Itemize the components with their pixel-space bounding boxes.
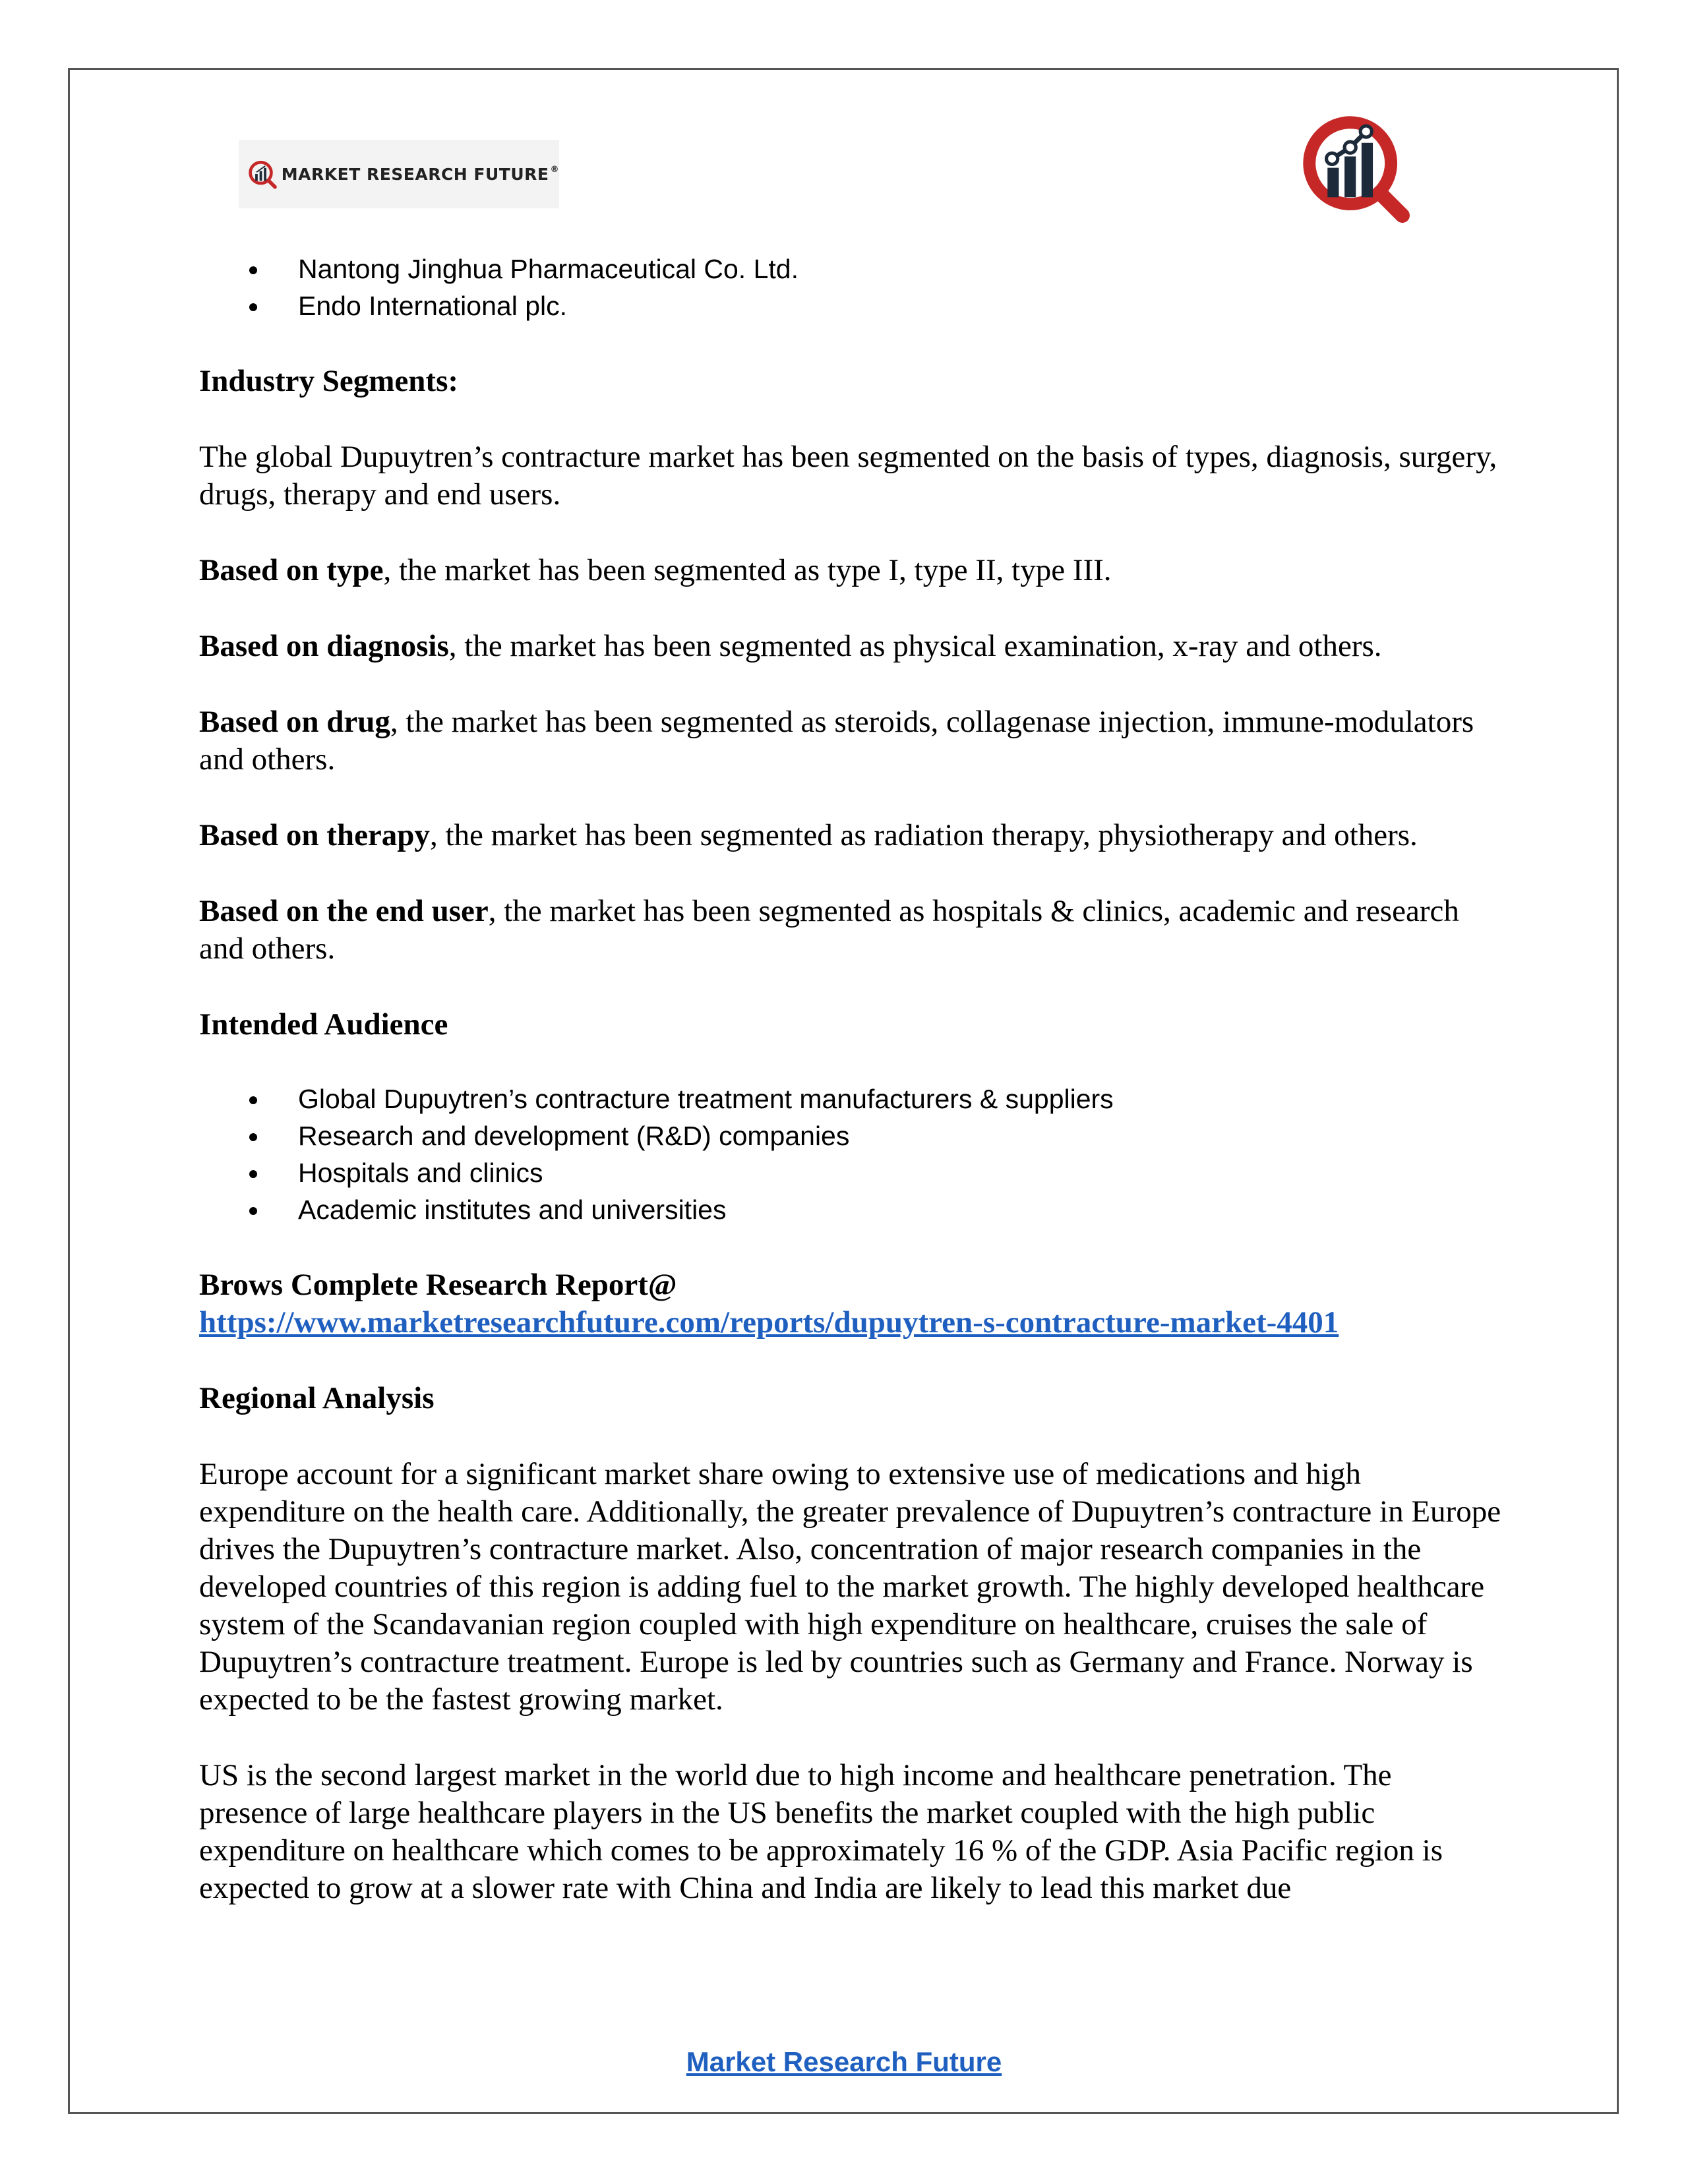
list-item: Academic institutes and universities: [199, 1191, 1505, 1228]
page-footer: [0, 2046, 1688, 2078]
company-logo: [239, 140, 559, 208]
segment-drug: Based on drug, the market has been segmented as steroids, collagenase injection, immune-modulators and others.: [199, 705, 1474, 777]
logo-text: MARKET RESEARCH FUTURE ®: [281, 164, 559, 184]
brand-magnifier-icon: [1300, 113, 1414, 227]
document-body: [199, 251, 1505, 1907]
regional-analysis-heading: Regional Analysis: [199, 1381, 435, 1415]
intended-audience-heading: Intended Audience: [199, 1007, 448, 1042]
footer-link[interactable]: Market Research Future: [686, 2046, 1002, 2077]
segment-type: Based on type, the market has been segmented as type I, type II, type III.: [199, 553, 1112, 587]
regional-paragraph-2: US is the second largest market in the world due to high income and healthcare penetration. The presence of large healthcare players in the US benefits the market coupled with the high public expenditure on healthcare which comes to be approximately 16 % of the GDP. Asia Pacific region is expected to grow at a slower rate with China and India are likely to lead this market due: [199, 1758, 1443, 1905]
chart-magnifier-icon: [247, 148, 278, 200]
audience-list: [199, 1080, 1505, 1228]
list-item: Nantong Jinghua Pharmaceutical Co. Ltd.: [199, 251, 1505, 287]
list-item: Endo International plc.: [199, 287, 1505, 324]
regional-paragraph-1: Europe account for a significant market share owing to extensive use of medications and high expenditure on the health care. Additionally, the greater prevalence of Dupuytren’s contracture in Europe drives the Dupuytren’s contracture market. Also, concentration of major research companies in the developed countries of this region is adding fuel to the market growth. The highly developed healthcare system of the Scandavanian region coupled with high expenditure on healthcare, cruises the sale of Dupuytren’s contracture treatment. Europe is led by countries such as Germany and France. Norway is expected to be the fastest growing market.: [199, 1457, 1501, 1717]
company-list: [199, 251, 1505, 324]
list-item: Research and development (R&D) companies: [199, 1117, 1505, 1154]
segment-end-user: Based on the end user, the market has been segmented as hospitals & clinics, academic and research and others.: [199, 894, 1459, 966]
segment-diagnosis: Based on diagnosis, the market has been segmented as physical examination, x-ray and others.: [199, 629, 1382, 663]
report-link[interactable]: https://www.marketresearchfuture.com/reports/dupuytren-s-contracture-market-4401: [199, 1305, 1339, 1340]
list-item: Global Dupuytren’s contracture treatment manufacturers & suppliers: [199, 1080, 1505, 1117]
list-item: Hospitals and clinics: [199, 1154, 1505, 1191]
industry-segments-intro: The global Dupuytren’s contracture market has been segmented on the basis of types, diagnosis, surgery, drugs, therapy and end users.: [199, 440, 1497, 512]
segment-therapy: Based on therapy, the market has been segmented as radiation therapy, physiotherapy and others.: [199, 818, 1418, 852]
industry-segments-heading: Industry Segments:: [199, 364, 459, 398]
report-label: Brows Complete Research Report@: [199, 1268, 677, 1302]
